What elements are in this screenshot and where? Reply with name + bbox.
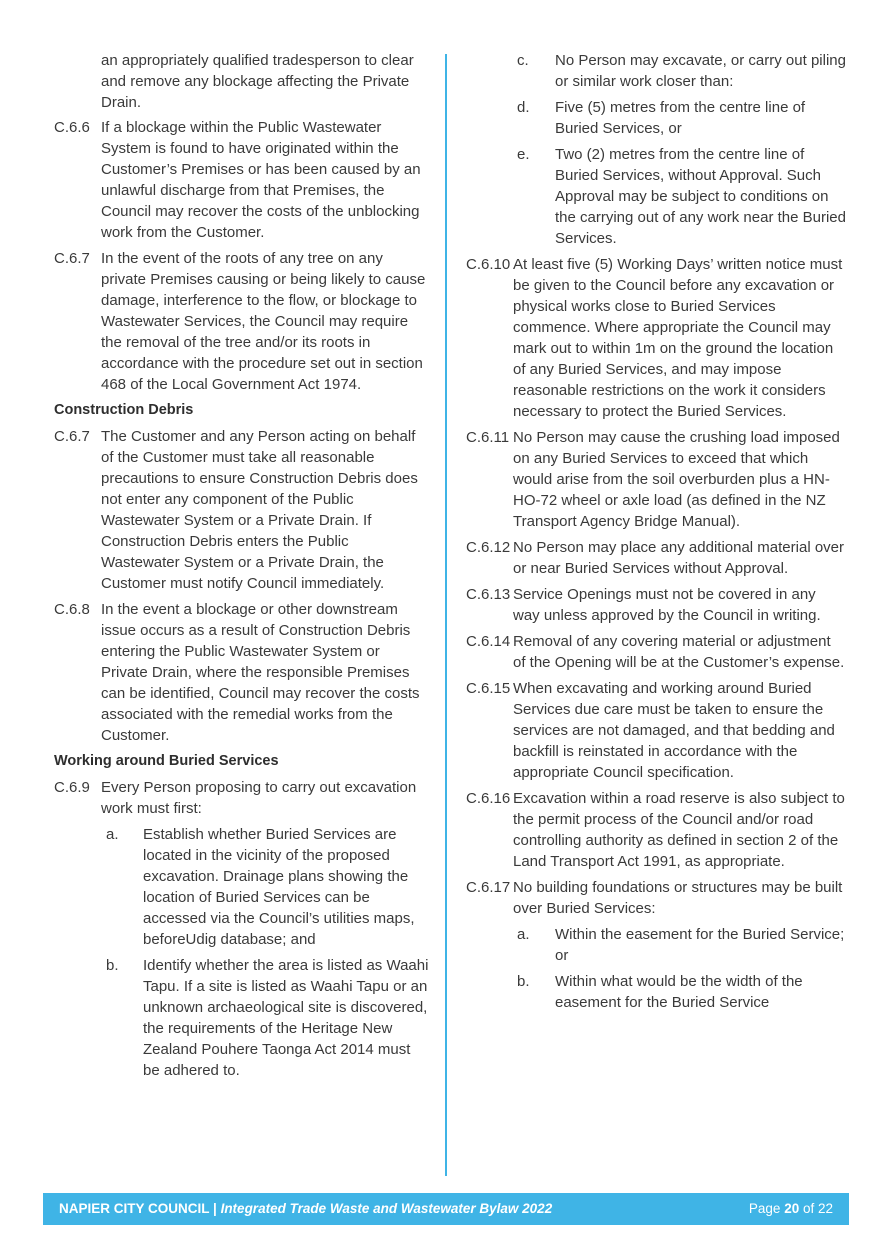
clause-text: No Person may place any additional material over or near Buried Services without Approval. [513, 539, 845, 577]
clause-number: C.6.10 [466, 256, 511, 273]
clause-number: C.6.15 [466, 680, 511, 697]
subclause-letter: c. [517, 52, 529, 69]
subclause-c-6-17-a [466, 924, 846, 966]
subclause-letter: d. [517, 99, 530, 116]
clause-text: No building foundations or structures may be built over Buried Services: [513, 879, 843, 917]
clause-c-6-13 [466, 584, 846, 626]
clause-number: C.6.7 [54, 250, 90, 267]
clause-number: C.6.16 [466, 790, 511, 807]
clause-c-6-15 [466, 678, 846, 783]
subclause-text: Five (5) metres from the centre line of Buried Services, or [555, 99, 806, 137]
subclause-c-6-9-a [54, 824, 430, 950]
clause-text: When excavating and working around Buried Services due care must be taken to ensure the services are not damaged, and that bedding and backfill is reinstated in accordance with the appropriate Council specification. [513, 680, 835, 781]
clause-c-6-14 [466, 631, 846, 673]
clause-text: At least five (5) Working Days’ written notice must be given to the Council before any excavation or physical works close to Buried Services commence. Where appropriate the Council may mark out to within 1m on the ground the location of any Buried Services, and may impose reasonable restrictions on the work it considers necessary to protect the Buried Services. [513, 256, 843, 420]
page-number [749, 1193, 833, 1225]
clause-c-6-11 [466, 427, 846, 532]
heading-construction-debris: Construction Debris [54, 402, 194, 418]
clause-c-6-16 [466, 788, 846, 872]
footer-separator: | [209, 1201, 221, 1216]
clause-c-6-17 [466, 877, 846, 919]
clause-text: The Customer and any Person acting on behalf of the Customer must take all reasonable precautions to ensure Construction Debris does not enter any component of the Public Wastewater System or a Private Drain. If Construction Debris enters the Public Wastewater System or a Private Drain, the Customer must notify Council immediately. [101, 428, 418, 592]
subclause-letter: a. [106, 826, 119, 843]
subclause-c [466, 50, 846, 92]
footer-doc-title: Integrated Trade Waste and Wastewater Bylaw 2022 [220, 1201, 553, 1216]
subclause-text: Two (2) metres from the centre line of Buried Services, without Approval. Such Approval may be subject to conditions on the carrying out of any work near the Buried Services. [555, 146, 846, 247]
clause-c-6-10 [466, 254, 846, 422]
clause-c-6-12 [466, 537, 846, 579]
subclause-text: Identify whether the area is listed as Waahi Tapu. If a site is listed as Waahi Tapu or an unknown archaeological site is discovered, the requirements of the Heritage New Zealand Pouhere Taonga Act 2014 must be adhered to. [143, 957, 429, 1079]
footer-org: NAPIER CITY COUNCIL [59, 1201, 210, 1216]
heading-buried-services: Working around Buried Services [54, 753, 279, 769]
subclause-letter: e. [517, 146, 530, 163]
page-footer [43, 1193, 849, 1225]
clause-c-6-6 [54, 117, 430, 243]
subclause-text: Within what would be the width of the easement for the Buried Service [555, 973, 803, 1011]
subclause-text: Establish whether Buried Services are located in the vicinity of the proposed excavation. Drainage plans showing the location of Buried Services can be accessed via the Council’s utilities maps, beforeUdig database; and [143, 826, 415, 948]
clause-text: Excavation within a road reserve is also subject to the permit process of the Council and/or road controlling authority as defined in section 2 of the Land Transport Act 1991, as appropriate. [513, 790, 845, 870]
subclause-c-6-17-b [466, 971, 846, 1013]
right-column [466, 50, 846, 1018]
clause-number: C.6.8 [54, 601, 90, 618]
clause-text: No Person may cause the crushing load imposed on any Buried Services to exceed that which would arise from the soil overburden plus a HN-HO-72 wheel or axle load (as defined in the NZ Transport Agency Bridge Manual). [513, 429, 840, 530]
clause-text: In the event a blockage or other downstream issue occurs as a result of Construction Debris entering the Public Wastewater System or Private Drain, where the responsible Premises can be identified, Council may recover the costs associated with the remedial works from the Customer. [101, 601, 420, 744]
clause-c-6-8 [54, 599, 430, 746]
clause-number: C.6.11 [466, 429, 510, 446]
clause-text: In the event of the roots of any tree on any private Premises causing or being likely to cause damage, interference to the flow, or blockage to Wastewater Services, the Council may require the removal of the tree and/or its roots in accordance with the procedure set out in section 468 of the Local Government Act 1974. [101, 250, 426, 393]
subclause-text: No Person may excavate, or carry out piling or similar work closer than: [555, 52, 846, 90]
clause-c-6-9 [54, 777, 430, 819]
page-prefix: Page [748, 1201, 785, 1216]
subclause-text: Within the easement for the Buried Service; or [555, 926, 845, 964]
clause-text: Service Openings must not be covered in any way unless approved by the Council in writing. [513, 586, 821, 624]
clause-text: If a blockage within the Public Wastewater System is found to have originated within the Customer’s Premises or has been caused by an unlawful discharge from that Premises, the Council may recover the costs of the unblocking work from the Customer. [101, 119, 421, 241]
clause-number: C.6.9 [54, 779, 90, 796]
clause-text: Removal of any covering material or adjustment of the Opening will be at the Customer’s expense. [513, 633, 845, 671]
clause-number: C.6.6 [54, 119, 90, 136]
page-current: 20 [784, 1201, 800, 1216]
clause-number: C.6.7 [54, 428, 90, 445]
subclause-letter: b. [106, 957, 119, 974]
clause-text: Every Person proposing to carry out excavation work must first: [101, 779, 417, 817]
page-suffix: of 22 [799, 1201, 833, 1216]
footer-title [59, 1193, 552, 1225]
clause-number: C.6.12 [466, 539, 511, 556]
subclause-e [466, 144, 846, 249]
intro-text: an appropriately qualified tradesperson to clear and remove any blockage affecting the Private Drain. [101, 52, 414, 111]
subclause-letter: a. [517, 926, 530, 943]
clause-c-6-7-trees [54, 248, 430, 395]
subclause-letter: b. [517, 973, 530, 990]
subclause-c-6-9-b [54, 955, 430, 1081]
clause-c-6-7-debris [54, 426, 430, 594]
clause-number: C.6.14 [466, 633, 511, 650]
column-divider [445, 54, 447, 1176]
subclause-d [466, 97, 846, 139]
clause-number: C.6.17 [466, 879, 511, 896]
left-column [54, 50, 430, 1086]
clause-number: C.6.13 [466, 586, 511, 603]
